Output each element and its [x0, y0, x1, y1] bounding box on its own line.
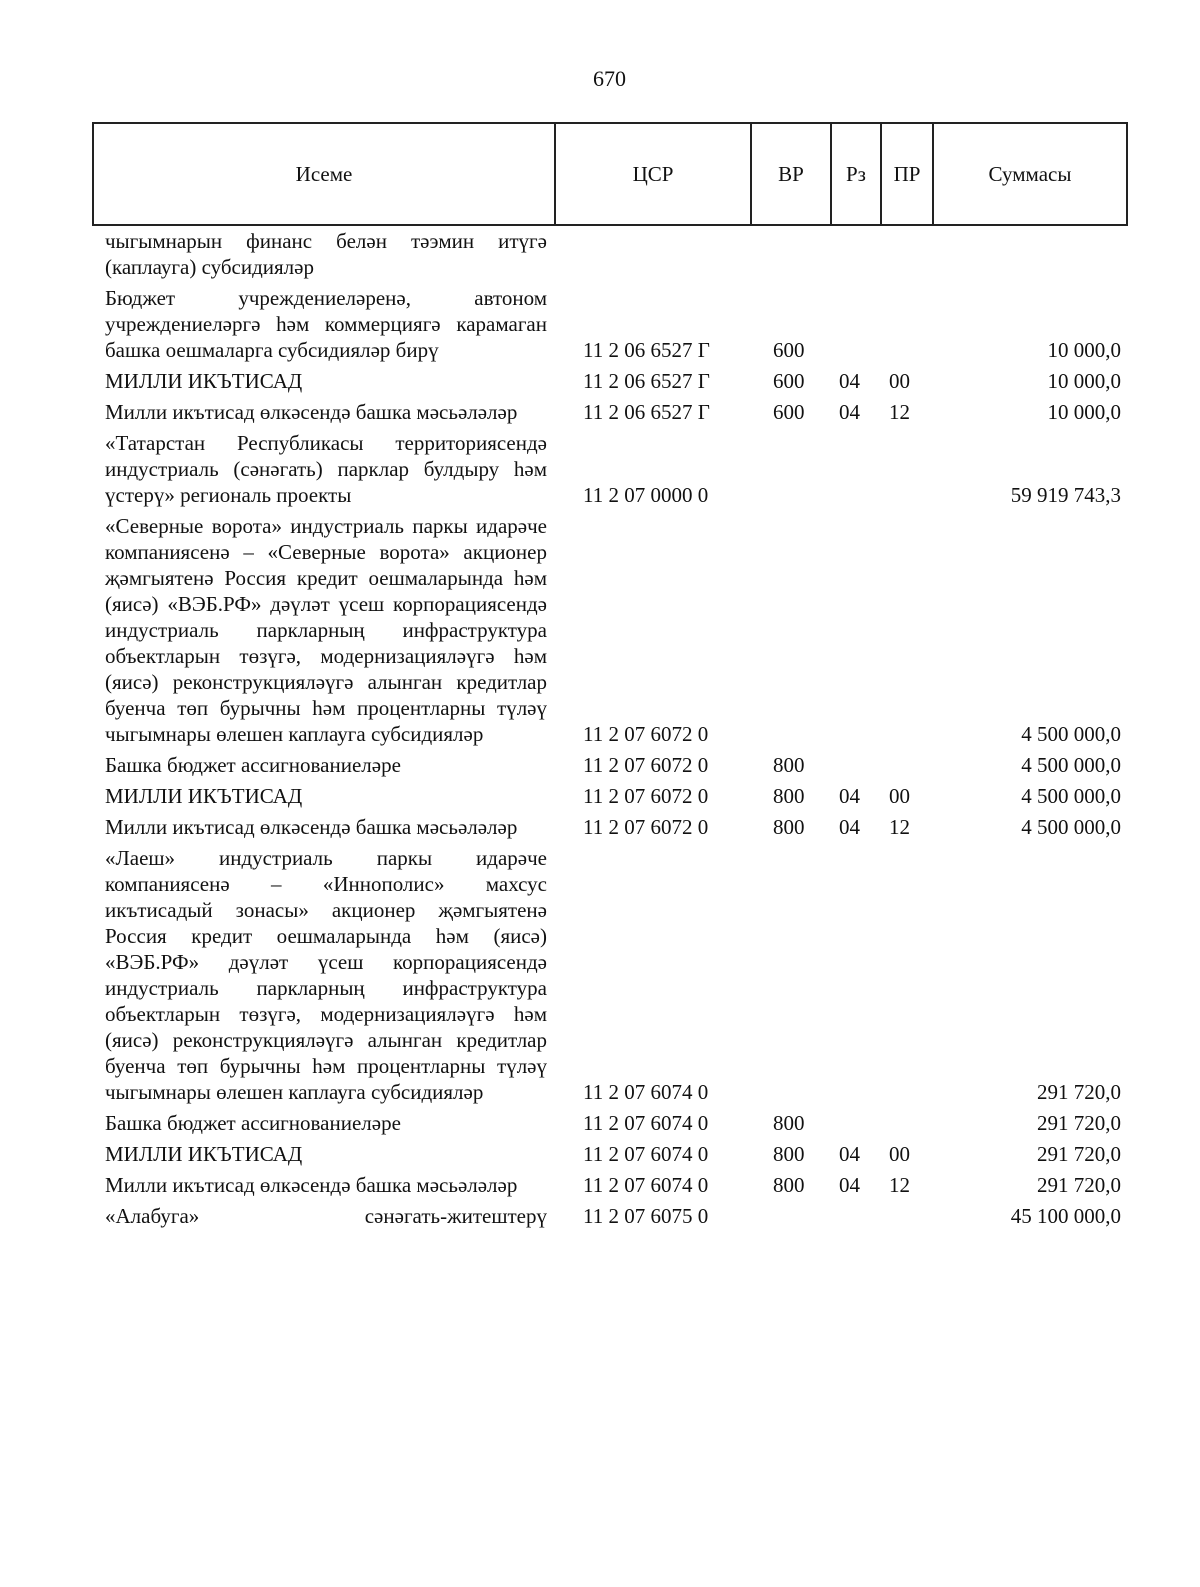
row-rz	[831, 508, 881, 747]
row-pr: 12	[889, 815, 910, 839]
table-header	[93, 123, 1127, 225]
row-pr	[881, 280, 933, 363]
row-csr	[555, 225, 751, 280]
table-row	[93, 1198, 1127, 1229]
row-csr: 11 2 06 6527 Г	[583, 338, 710, 362]
row-sum: 10 000,0	[1047, 369, 1121, 393]
row-rz	[831, 225, 881, 280]
row-vr	[751, 225, 831, 280]
row-pr: 00	[889, 369, 910, 393]
row-rz: 04	[839, 1142, 860, 1166]
table-row	[93, 225, 1127, 280]
header-pr: ПР	[881, 123, 933, 225]
row-sum: 59 919 743,3	[1010, 483, 1121, 507]
row-csr: 11 2 07 6074 0	[583, 1111, 709, 1135]
row-vr: 800	[773, 784, 805, 808]
row-pr: 00	[889, 784, 910, 808]
row-csr: 11 2 07 6074 0	[583, 1080, 709, 1104]
page-number: 670	[593, 66, 626, 91]
row-name: чыгымнарын финанс белән тәэмин итүгә (каплауга) субсидияләр	[105, 229, 547, 279]
row-rz	[831, 280, 881, 363]
budget-table	[92, 122, 1128, 1229]
row-rz	[831, 1105, 881, 1136]
row-vr: 800	[773, 815, 805, 839]
row-sum: 4 500 000,0	[1021, 753, 1121, 777]
header-rz: Рз	[831, 123, 881, 225]
table-row	[93, 1167, 1127, 1198]
row-name: «Татарстан Республикасы территориясендә индустриаль (сәнәгать) парклар булдыру һәм үстерү» региональ проекты	[105, 431, 547, 507]
row-name: «Северные ворота» индустриаль паркы идарәче компаниясенә – «Северные ворота» акционер җәмгыятенә Россия кредит оешмаларында һәм (яисә) «ВЭБ.РФ» дәүләт үсеш корпорациясендә индустриаль паркларның инфраструктура объектларын төзүгә, модернизацияләүгә һәм (яисә) реконструкцияләүгә алынган кредитлар буенча төп бурычны һәм процентларны түләү чыгымнары өлешен каплауга субсидияләр	[105, 514, 547, 746]
row-rz: 04	[839, 1173, 860, 1197]
row-vr: 600	[773, 369, 805, 393]
table-body	[93, 225, 1127, 1229]
row-rz	[831, 840, 881, 1105]
row-csr: 11 2 07 6072 0	[583, 722, 709, 746]
row-pr	[881, 747, 933, 778]
table-row	[93, 425, 1127, 508]
row-pr	[881, 1198, 933, 1229]
row-sum: 291 720,0	[1037, 1080, 1121, 1104]
row-name: Бюджет учреждениеләренә, автоном учреждениеләргә һәм коммерциягә карамаган башка оешмаларга субсидияләр бирү	[105, 286, 547, 362]
row-vr: 800	[773, 753, 805, 777]
table-row	[93, 394, 1127, 425]
row-sum: 45 100 000,0	[1010, 1204, 1121, 1228]
row-sum: 291 720,0	[1037, 1111, 1121, 1135]
row-csr: 11 2 07 6072 0	[583, 815, 709, 839]
row-vr	[751, 425, 831, 508]
row-csr: 11 2 06 6527 Г	[583, 369, 710, 393]
row-rz: 04	[839, 400, 860, 424]
table-row	[93, 1136, 1127, 1167]
row-name: Башка бюджет ассигнованиеләре	[105, 753, 401, 777]
row-csr: 11 2 07 6072 0	[583, 753, 709, 777]
row-pr: 12	[889, 1173, 910, 1197]
row-csr: 11 2 06 6527 Г	[583, 400, 710, 424]
row-name: «Алабуга» сәнәгать-житештерү	[105, 1204, 547, 1228]
row-pr	[881, 840, 933, 1105]
row-pr	[881, 425, 933, 508]
row-vr: 600	[773, 338, 805, 362]
row-pr: 00	[889, 1142, 910, 1166]
header-csr: ЦСР	[555, 123, 751, 225]
header-vr: ВР	[751, 123, 831, 225]
row-csr: 11 2 07 6074 0	[583, 1173, 709, 1197]
row-rz	[831, 425, 881, 508]
header-sum: Суммасы	[933, 123, 1127, 225]
row-pr	[881, 225, 933, 280]
row-rz: 04	[839, 815, 860, 839]
row-sum: 4 500 000,0	[1021, 815, 1121, 839]
row-pr	[881, 1105, 933, 1136]
row-csr: 11 2 07 6075 0	[583, 1204, 709, 1228]
row-sum: 4 500 000,0	[1021, 784, 1121, 808]
row-name: МИЛЛИ ИКЪТИСАД	[105, 369, 303, 393]
row-rz	[831, 747, 881, 778]
table-row	[93, 1105, 1127, 1136]
row-vr: 800	[773, 1142, 805, 1166]
row-sum: 4 500 000,0	[1021, 722, 1121, 746]
row-csr: 11 2 07 6072 0	[583, 784, 709, 808]
table-row	[93, 747, 1127, 778]
row-vr	[751, 508, 831, 747]
row-vr: 800	[773, 1173, 805, 1197]
row-rz: 04	[839, 784, 860, 808]
row-sum: 291 720,0	[1037, 1142, 1121, 1166]
row-rz	[831, 1198, 881, 1229]
table-row	[93, 508, 1127, 747]
row-name: МИЛЛИ ИКЪТИСАД	[105, 784, 303, 808]
row-pr	[881, 508, 933, 747]
row-vr: 800	[773, 1111, 805, 1135]
row-pr: 12	[889, 400, 910, 424]
row-sum: 291 720,0	[1037, 1173, 1121, 1197]
row-sum	[933, 225, 1127, 280]
row-vr	[751, 840, 831, 1105]
row-sum: 10 000,0	[1047, 400, 1121, 424]
row-csr: 11 2 07 0000 0	[583, 483, 709, 507]
table-row	[93, 280, 1127, 363]
table-row	[93, 778, 1127, 809]
table-row	[93, 840, 1127, 1105]
row-name: Милли икътисад өлкәсендә башка мәсьәләләр	[105, 815, 518, 839]
row-name: Милли икътисад өлкәсендә башка мәсьәләләр	[105, 1173, 518, 1197]
header-name: Исеме	[93, 123, 555, 225]
row-vr	[751, 1198, 831, 1229]
row-vr: 600	[773, 400, 805, 424]
row-csr: 11 2 07 6074 0	[583, 1142, 709, 1166]
row-sum: 10 000,0	[1047, 338, 1121, 362]
row-rz: 04	[839, 369, 860, 393]
table-row	[93, 363, 1127, 394]
table-row	[93, 809, 1127, 840]
row-name: «Лаеш» индустриаль паркы идарәче компаниясенә – «Иннополис» махсус икътисадый зонасы» акционер җәмгыятенә Россия кредит оешмаларында һәм (яисә) «ВЭБ.РФ» дәүләт үсеш корпорациясендә индустриаль паркларның инфраструктура объектларын төзүгә, модернизацияләүгә һәм (яисә) реконструкцияләүгә алынган кредитлар буенча төп бурычны һәм процентларны түләү чыгымнары өлешен каплауга субсидияләр	[105, 846, 547, 1104]
row-name: Башка бюджет ассигнованиеләре	[105, 1111, 401, 1135]
row-name: МИЛЛИ ИКЪТИСАД	[105, 1142, 303, 1166]
row-name: Милли икътисад өлкәсендә башка мәсьәләләр	[105, 400, 518, 424]
